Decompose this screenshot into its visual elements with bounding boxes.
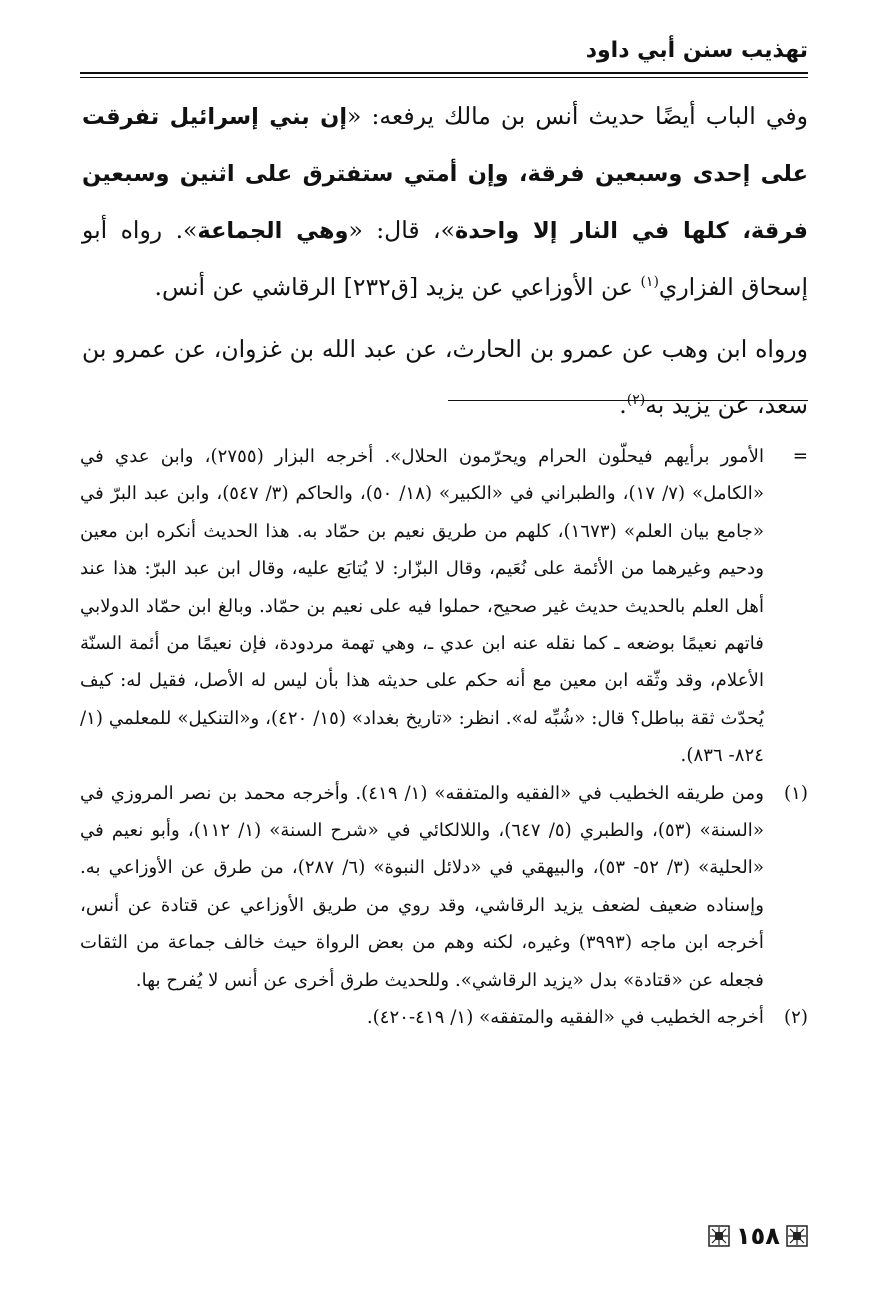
footnote-marker: = — [792, 446, 808, 467]
footnote-2 — [80, 999, 808, 1036]
p1-text-2: »، قال: « — [348, 216, 456, 244]
p1-text-3: ». رواه أبو إسحاق الفزاري — [82, 216, 808, 301]
footnote-continuation — [80, 438, 808, 775]
header-rule-thin — [80, 77, 808, 78]
p1-text-4: عن الأوزاعي عن يزيد [ق٢٣٢] الرقاشي عن أنس. — [154, 273, 641, 301]
paragraph-2 — [82, 321, 808, 433]
footnote-separator — [448, 400, 808, 401]
footnote-text: ومن طريقه الخطيب في «الفقيه والمتفقه» (١/ ٤١٩). وأخرجه محمد بن نصر المروزي في «السنة» (٥٣)، والطبري (٥/ ٦٤٧)، واللالكائي في «شرح السنة» (١/ ١١٢)، وأبو نعيم في «الحلية» (٣/ ٥٢- ٥٣)، والبيهقي في «دلائل النبوة» (٦/ ٢٨٧)، من طرق عن الأوزاعي به. وإسناده ضعيف لضعف يزيد الرقاشي، وقد روي من طريق الأوزاعي عن قتادة عن أنس، أخرجه ابن ماجه (٣٩٩٣) وغيره، لكنه وهم من بعض الرواة حيث خالف جماعة من الثقات فجعله عن «قتادة» بدل «يزيد الرقاشي». وللحديث طرق أخرى عن أنس لا يُفرح بها. — [80, 782, 765, 991]
p2-text-1: ورواه ابن وهب عن عمرو بن الحارث، عن عبد الله بن غزوان، عن عمرو بن سعد، عن يزيد به — [82, 335, 808, 419]
footnote-ref-1[interactable]: (١) — [640, 274, 659, 291]
hadith-quote-2: وهي الجماعة — [197, 218, 349, 244]
ornament-icon — [708, 1225, 730, 1247]
footnotes — [80, 438, 808, 1037]
running-header-title: تهذيب سنن أبي داود — [585, 38, 808, 63]
paragraph-1 — [82, 88, 808, 315]
header-rule — [80, 72, 808, 74]
footnote-text: أخرجه الخطيب في «الفقيه والمتفقه» (١/ ٤١٩-٤٢٠). — [366, 1007, 764, 1029]
footnote-1 — [80, 775, 808, 999]
page-number-block — [708, 1222, 808, 1250]
footnote-text: الأمور برأيهم فيحلّون الحرام ويحرّمون الحلال». أخرجه البزار (٢٧٥٥)، وابن عدي في «الكامل» (٧/ ١٧)، والطبراني في «الكبير» (١٨/ ٥٠)، والحاكم (٣/ ٥٤٧)، وابن عبد البرّ في «جامع بيان العلم» (١٦٧٣)، كلهم من طريق نعيم بن حمّاد به. هذا الحديث أنكره ابن معين ودحيم وغيرهما من الأئمة على نُعَيم، وقال البزّار: لا يُتابَع عليه، وقال ابن عبد البرّ: هذا عند أهل العلم بالحديث حديث غير صحيح، حملوا فيه على نعيم بن حمّاد. وبالغ ابن حمّاد الدولابي فاتهم نعيمًا بوضعه ـ كما نقله عنه ابن عدي ـ، وهي تهمة مردودة، فإن نعيمًا من أئمة السنّة الأعلام، وقد وثّقه ابن معين مع أنه حكم على حديثه هذا بأن ليس له الأصل، فقيل له: كيف يُحدّث ثقة بباطل؟ قال: «شُبِّه له». انظر: «تاريخ بغداد» (١٥/ ٤٢٠)، و«التنكيل» للمعلمي (١/ ٨٢٤- ٨٣٦). — [80, 446, 765, 767]
footnote-marker: (١) — [784, 782, 808, 804]
ornament-icon — [786, 1225, 808, 1247]
p2-text-2: . — [619, 391, 627, 419]
footnote-marker: (٢) — [784, 1007, 808, 1029]
page-number: ١٥٨ — [736, 1222, 780, 1250]
p1-text-1: وفي الباب أيضًا حديث أنس بن مالك يرفعه: « — [347, 102, 808, 130]
footnote-ref-2[interactable]: (٢) — [626, 392, 646, 409]
hadith-quote: إن بني إسرائيل تفرقت على إحدى وسبعين فرقة، وإن أمتي ستفترق على اثنين وسبعين فرقة، كلها في النار إلا واحدة — [82, 104, 808, 244]
main-text — [82, 88, 808, 433]
